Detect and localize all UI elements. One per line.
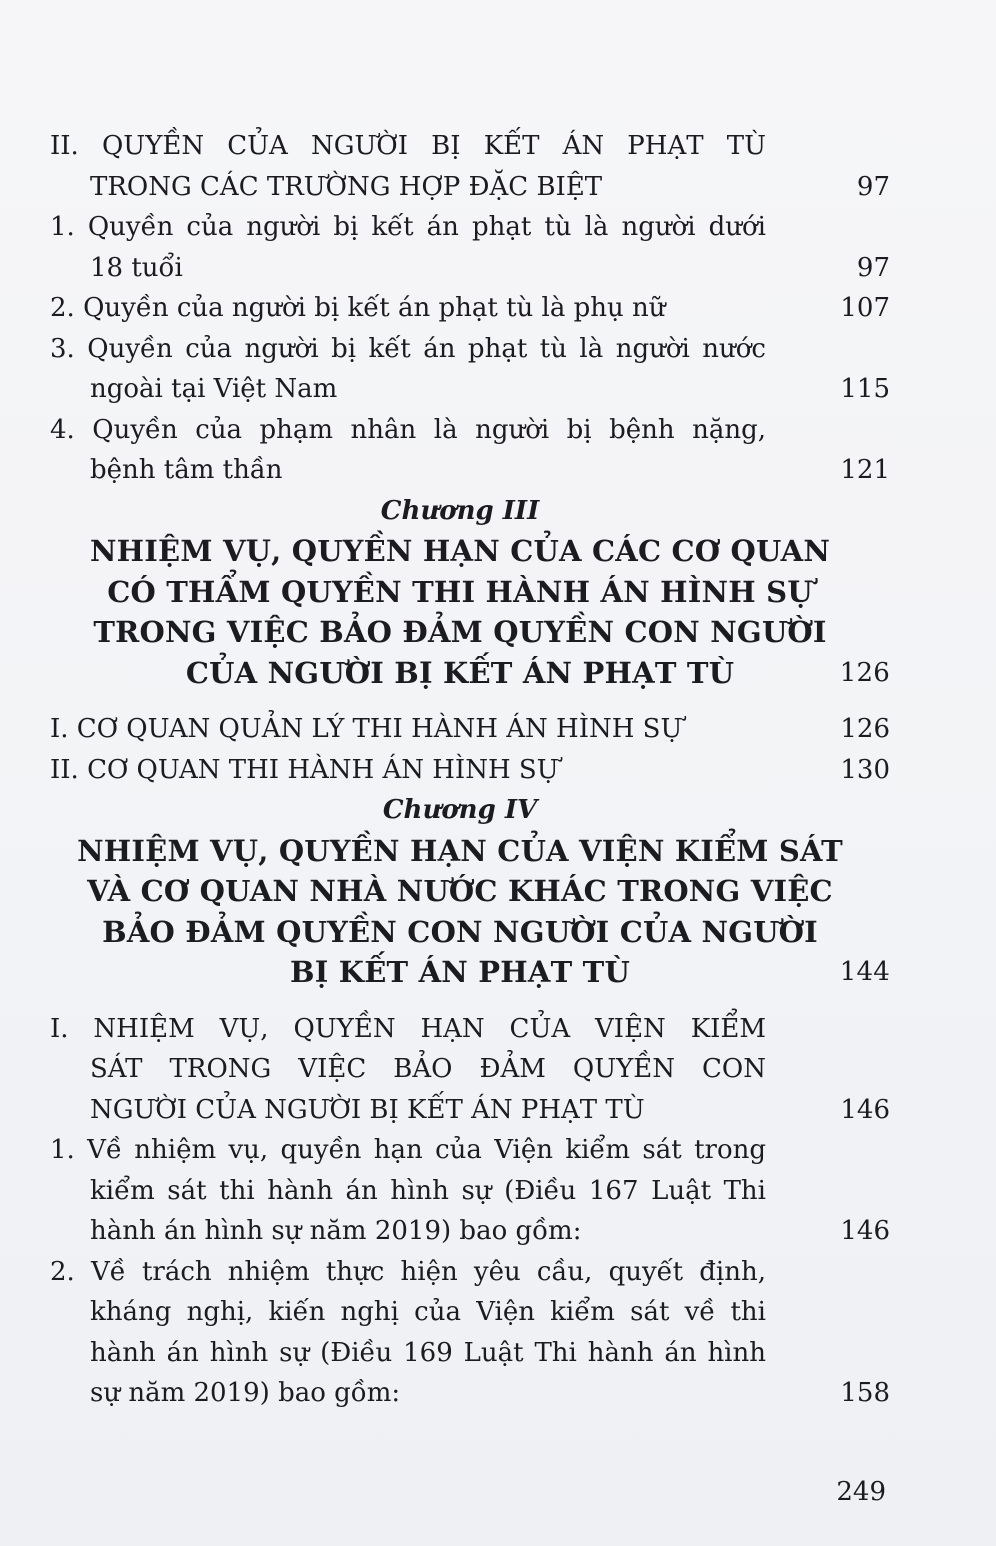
toc-entry-line <box>50 288 890 329</box>
toc-entry-line <box>50 1090 890 1131</box>
toc-entry-line <box>50 248 890 289</box>
toc-entry-line <box>50 126 890 167</box>
chapter-label <box>50 491 890 532</box>
toc-entry-text: ngoài tại Việt Nam <box>90 374 338 404</box>
toc-entry-line <box>50 207 890 248</box>
toc-page-number: 144 <box>839 957 890 987</box>
toc-entry-text: kháng nghị, kiến nghị của Viện kiểm sát về thi <box>90 1297 766 1327</box>
chapter-title-line <box>50 952 890 993</box>
chapter-title-text: CỦA NGƯỜI BỊ KẾT ÁN PHẠT TÙ <box>185 655 735 690</box>
toc-entry-line <box>50 750 890 791</box>
toc-entry-line <box>50 1292 890 1333</box>
toc-entry-line <box>50 1211 890 1252</box>
chapter-title-line <box>50 912 890 953</box>
chapter-title-line <box>50 612 890 653</box>
toc-entry-text: sự năm 2019) bao gồm: <box>90 1378 401 1408</box>
toc-page-number: 115 <box>840 374 890 404</box>
toc-entry-text: hành án hình sự (Điều 169 Luật Thi hành án hình <box>90 1337 766 1368</box>
toc-entry-text: 2. Về trách nhiệm thực hiện yêu cầu, quyết định, <box>50 1256 766 1287</box>
toc-entry-text: SÁT TRONG VIỆC BẢO ĐẢM QUYỀN CON <box>90 1054 766 1084</box>
page-number: 249 <box>836 1477 886 1507</box>
toc-entry-text: 1. Quyền của người bị kết án phạt tù là người dưới <box>50 212 766 242</box>
toc-entry-line <box>50 1130 890 1171</box>
toc-page-number: 130 <box>840 754 890 785</box>
toc-entry-line <box>50 1171 890 1212</box>
chapter-title-text: NHIỆM VỤ, QUYỀN HẠN CỦA VIỆN KIỂM SÁT <box>77 833 843 868</box>
table-of-contents <box>50 126 890 1414</box>
toc-entry-text: kiểm sát thi hành án hình sự (Điều 167 Luật Thi <box>90 1175 766 1206</box>
toc-entry-line <box>50 1333 890 1374</box>
toc-entry-text: II. CƠ QUAN THI HÀNH ÁN HÌNH SỰ <box>50 754 559 785</box>
chapter-label-text: Chương IV <box>382 795 538 825</box>
chapter-label-text: Chương III <box>380 495 540 526</box>
toc-entry-line <box>50 1049 890 1090</box>
toc-entry-text: 4. Quyền của phạm nhân là người bị bệnh nặng, <box>50 414 766 445</box>
toc-entry-line <box>50 167 890 208</box>
toc-page-number: 146 <box>840 1094 890 1125</box>
toc-entry-text: hành án hình sự năm 2019) bao gồm: <box>90 1216 582 1246</box>
toc-page-number: 121 <box>840 455 890 485</box>
toc-entry-text: I. NHIỆM VỤ, QUYỀN HẠN CỦA VIỆN KIỂM <box>50 1013 766 1044</box>
toc-entry-text: 18 tuổi <box>90 252 183 283</box>
toc-page-number: 107 <box>840 293 890 323</box>
toc-entry-text: 2. Quyền của người bị kết án phạt tù là phụ nữ <box>50 293 666 323</box>
chapter-title-text: BỊ KẾT ÁN PHẠT TÙ <box>290 955 630 989</box>
toc-page-number: 97 <box>856 252 890 283</box>
toc-page-number: 158 <box>840 1378 890 1408</box>
toc-entry-line <box>50 1009 890 1050</box>
toc-entry-text: 3. Quyền của người bị kết án phạt tù là người nước <box>50 333 766 364</box>
toc-entry-line <box>50 410 890 451</box>
toc-entry-text: NGƯỜI CỦA NGƯỜI BỊ KẾT ÁN PHẠT TÙ <box>90 1094 645 1125</box>
chapter-title-text: BẢO ĐẢM QUYỀN CON NGƯỜI CỦA NGƯỜI <box>102 914 818 949</box>
toc-entry-text: TRONG CÁC TRƯỜNG HỢP ĐẶC BIỆT <box>90 171 603 202</box>
toc-entry-text: I. CƠ QUAN QUẢN LÝ THI HÀNH ÁN HÌNH SỰ <box>50 714 683 744</box>
chapter-title-line <box>50 653 890 694</box>
toc-page-number: 146 <box>840 1216 890 1246</box>
toc-entry-text: bệnh tâm thần <box>90 455 283 485</box>
chapter-title-text: VÀ CƠ QUAN NHÀ NƯỚC KHÁC TRONG VIỆC <box>87 874 833 908</box>
toc-entry-line <box>50 709 890 750</box>
toc-entry-line <box>50 369 890 410</box>
chapter-title-text: TRONG VIỆC BẢO ĐẢM QUYỀN CON NGƯỜI <box>93 615 827 649</box>
chapter-title-text: NHIỆM VỤ, QUYỀN HẠN CỦA CÁC CƠ QUAN <box>89 534 831 568</box>
chapter-title-line <box>50 831 890 872</box>
chapter-title-text: CÓ THẨM QUYỀN THI HÀNH ÁN HÌNH SỰ <box>107 574 813 609</box>
chapter-title-line <box>50 871 890 912</box>
toc-entry-line <box>50 1252 890 1293</box>
toc-page-number: 126 <box>839 657 890 688</box>
toc-entry-text: II. QUYỀN CỦA NGƯỜI BỊ KẾT ÁN PHẠT TÙ <box>50 131 766 161</box>
toc-entry-text: 1. Về nhiệm vụ, quyền hạn của Viện kiểm sát trong <box>50 1135 766 1165</box>
toc-entry-line <box>50 450 890 491</box>
chapter-title-line <box>50 531 890 572</box>
toc-entry-line <box>50 329 890 370</box>
toc-entry-line <box>50 1373 890 1414</box>
chapter-label <box>50 790 890 831</box>
toc-page-number: 97 <box>856 171 890 202</box>
chapter-title-line <box>50 572 890 613</box>
toc-page-number: 126 <box>840 714 890 744</box>
